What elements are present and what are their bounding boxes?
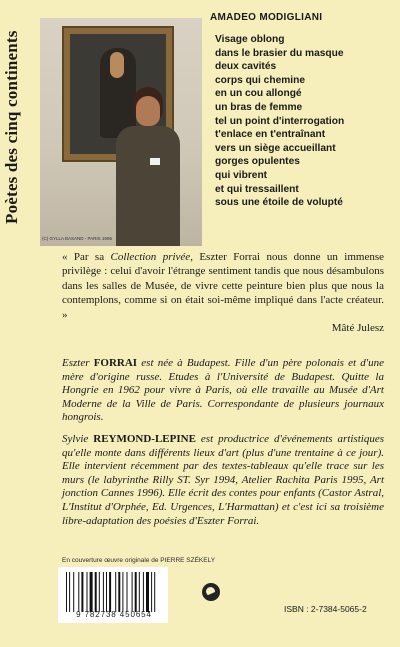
photo-credit: (C) GYLLA BASAND - PARIS 1996 xyxy=(42,236,112,241)
quote-author: Mâté Julesz xyxy=(331,322,384,334)
poem-line: deux cavités xyxy=(215,61,277,73)
barcode xyxy=(58,567,168,623)
poem-line: tel un point d'interrogation xyxy=(215,115,345,127)
barcode-bars xyxy=(66,572,160,612)
poem-line: qui vibrent xyxy=(215,169,268,181)
author-bio: Eszter FORRAI est née à Budapest. Fille d'un père polonais et d'une mère d'origine russe. Etudes à l'Université de Budapest. Quitte la Hongrie en 1962 pour vivre à Paris, où elle travaille au Musée d'Art Moderne de la Ville de Paris. Correspondante de plusieurs journaux hongrois. xyxy=(62,357,385,424)
review-quote: « Par sa Collection privée, Eszter Forrai nous donne un immense privilège : celui d'avoir l'étrange sentiment tandis que nous désambulons dans les salles de Musée, de vivre cette peinture bien plus que nous la contemplons, comme si on était soi-même impliqué dans l'acte créateur. » xyxy=(62,251,384,321)
author-photo xyxy=(40,18,202,246)
poem-line: un bras de femme xyxy=(215,101,303,113)
publisher-logo xyxy=(202,583,220,601)
quote-book-title: Collection privée xyxy=(110,251,191,263)
poem-line: corps qui chemine xyxy=(215,74,306,86)
poem-lines xyxy=(210,33,392,210)
poem-line: et qui tressaillent xyxy=(215,183,299,195)
poem-line: gorges opulentes xyxy=(215,156,300,168)
poem-line: sous une étoile de volupté xyxy=(215,197,343,209)
author-surname: FORRAI xyxy=(93,357,138,369)
cover-note: En couverture œuvre originale de PIERRE SZÉKELY xyxy=(62,557,216,564)
isbn: ISBN : 2-7384-5065-2 xyxy=(284,604,367,614)
poem-line: t'enlace en t'entraînant xyxy=(215,129,326,141)
adapter-surname: REYMOND-LEPINE xyxy=(93,433,196,445)
poem-line: vers un siège accueillant xyxy=(215,142,336,154)
woman-figure xyxy=(116,126,180,246)
adapter-bio: Sylvie REYMOND-LEPINE est productrice d'événements artistiques qu'elle monte dans différents lieux d'art (plus d'une trentaine à ce jour). Elle intervient récemment par des textes-tableaux qu'elle trace sur les murs (le labyrinthe Rilly ST. Syr 1994, Atelier Rachita Paris 1995, Art jonction Cannes 1996). Elle écrit des contes pour enfants (Castor Astral, L'Institut d'Orphée, Ed. Urgences, L'Harmattan) et c'est ici sa troisième libre-adaptation des poésies d'Eszter Forrai. xyxy=(62,433,384,527)
poem-line: en un cou allongé xyxy=(215,88,302,100)
poem xyxy=(210,12,392,210)
poem-line: Visage oblong xyxy=(215,34,285,45)
poem-title: AMADEO MODIGLIANI xyxy=(210,12,323,23)
poem-line: dans le brasier du masque xyxy=(215,47,344,59)
collection-title: Poètes des cinq continents xyxy=(2,30,21,224)
barcode-number: 9 782738 450654 xyxy=(76,610,152,619)
